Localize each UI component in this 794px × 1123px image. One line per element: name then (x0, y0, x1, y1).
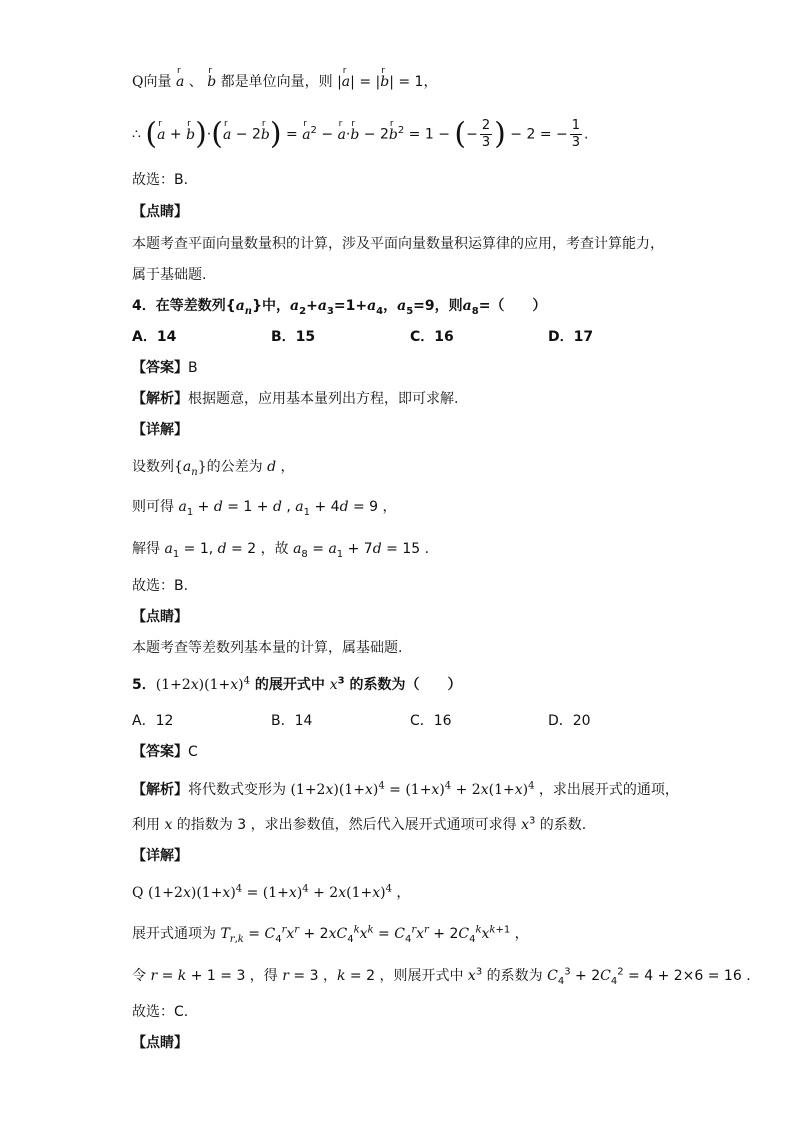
q5-answer: 【答案】C (132, 744, 198, 760)
q5-detail-tag: 【详解】 (132, 848, 188, 864)
q5-detail-1: Q $(1+2x)(1+x)^4 = (1+x)^4 + 2x(1+x)^4$ ， (132, 883, 411, 901)
q4-option-d: D．17 (548, 329, 594, 345)
q4-detail-3: 解得 $a_1 = 1$, d = 2 ，故 $a_8 = a_1 + 7d = 15$ . (132, 541, 430, 560)
q5-detail-3: 令 r = k + 1 = 3 ，得 r = 3 ，k = 2 ，则展开式中 $x^3$ 的系数为 $C_4^3 + 2C_4^2 = 4 + 2\times 6 = 16$ . (132, 966, 751, 987)
q5-option-d: D．20 (548, 713, 591, 729)
remark-tag: 【点睛】 (132, 204, 188, 220)
choose-line: 故选：B. (132, 172, 189, 188)
vector-unit-line: Q向量 r a 、 r b 都是单位向量，则 |r a| = |r b| = 1， (132, 72, 437, 92)
q5-detail-2: 展开式通项为 $T_{r,k} = C_4^rx^r + 2xC_4^kx^k = C_4^rx^r + 2C_4^kx^{k+1}$ ， (132, 924, 529, 945)
q5-analysis-2: 利用 x 的指数为 3 ，求出参数值，然后代入展开式通项可求得 $x^3$ 的系数. (132, 815, 587, 833)
question-4-stem: 4．在等差数列$\{a_n\}$中，$a_2+a_3=1+a_4$，$a_5=9$，则$a_8=$（ ） (132, 298, 547, 317)
q4-option-b: B．15 (271, 329, 316, 345)
dot-product-equation: ∴ (r a + r b)·(r a − 2r b) = r $a^2 - r$ a·r b − 2r $b^2 = 1$ − (− $\frac{2}{3}$ ) − 2 = − $\frac{1}{3}$ . (132, 118, 589, 151)
q5-choose: 故选：C. (132, 1004, 189, 1020)
q5-analysis-1: 【解析】将代数式变形为 $(1+2x)(1+x)^4 = (1+x)^4 + 2x(1+x)^4$ ，求出展开式的通项， (132, 780, 679, 798)
q4-remark-tag: 【点睛】 (132, 609, 188, 625)
q4-detail-1: 设数列$\{a_n\}$的公差为 d ， (132, 459, 295, 478)
q4-analysis: 【解析】根据题意，应用基本量列出方程，即可求解. (132, 391, 459, 407)
q5-option-a: A．12 (132, 713, 174, 729)
q4-answer: 【答案】B (132, 360, 198, 376)
q4-detail-tag: 【详解】 (132, 422, 188, 438)
question-5-stem: 5．$(1+2x)(1+x)^4$ 的展开式中 $x^3$ 的系数为（ ） (132, 675, 462, 693)
q5-remark-tag: 【点睛】 (132, 1035, 188, 1051)
q5-option-b: B．14 (271, 713, 313, 729)
q4-option-a: A．14 (132, 329, 177, 345)
q5-option-c: C．16 (410, 713, 452, 729)
q4-option-c: C．16 (410, 329, 454, 345)
remark-text: 本题考查平面向量数量积的计算，涉及平面向量数量积运算律的应用，考查计算能力， (132, 236, 664, 252)
q4-detail-2: 则可得 $a_1 + d = 1 + d$ , $a_1 + 4d = 9$ ， (132, 499, 397, 518)
remark-text-2: 属于基础题. (132, 267, 207, 283)
q4-remark: 本题考查等差数列基本量的计算，属基础题. (132, 640, 403, 656)
q4-choose: 故选：B. (132, 578, 189, 594)
